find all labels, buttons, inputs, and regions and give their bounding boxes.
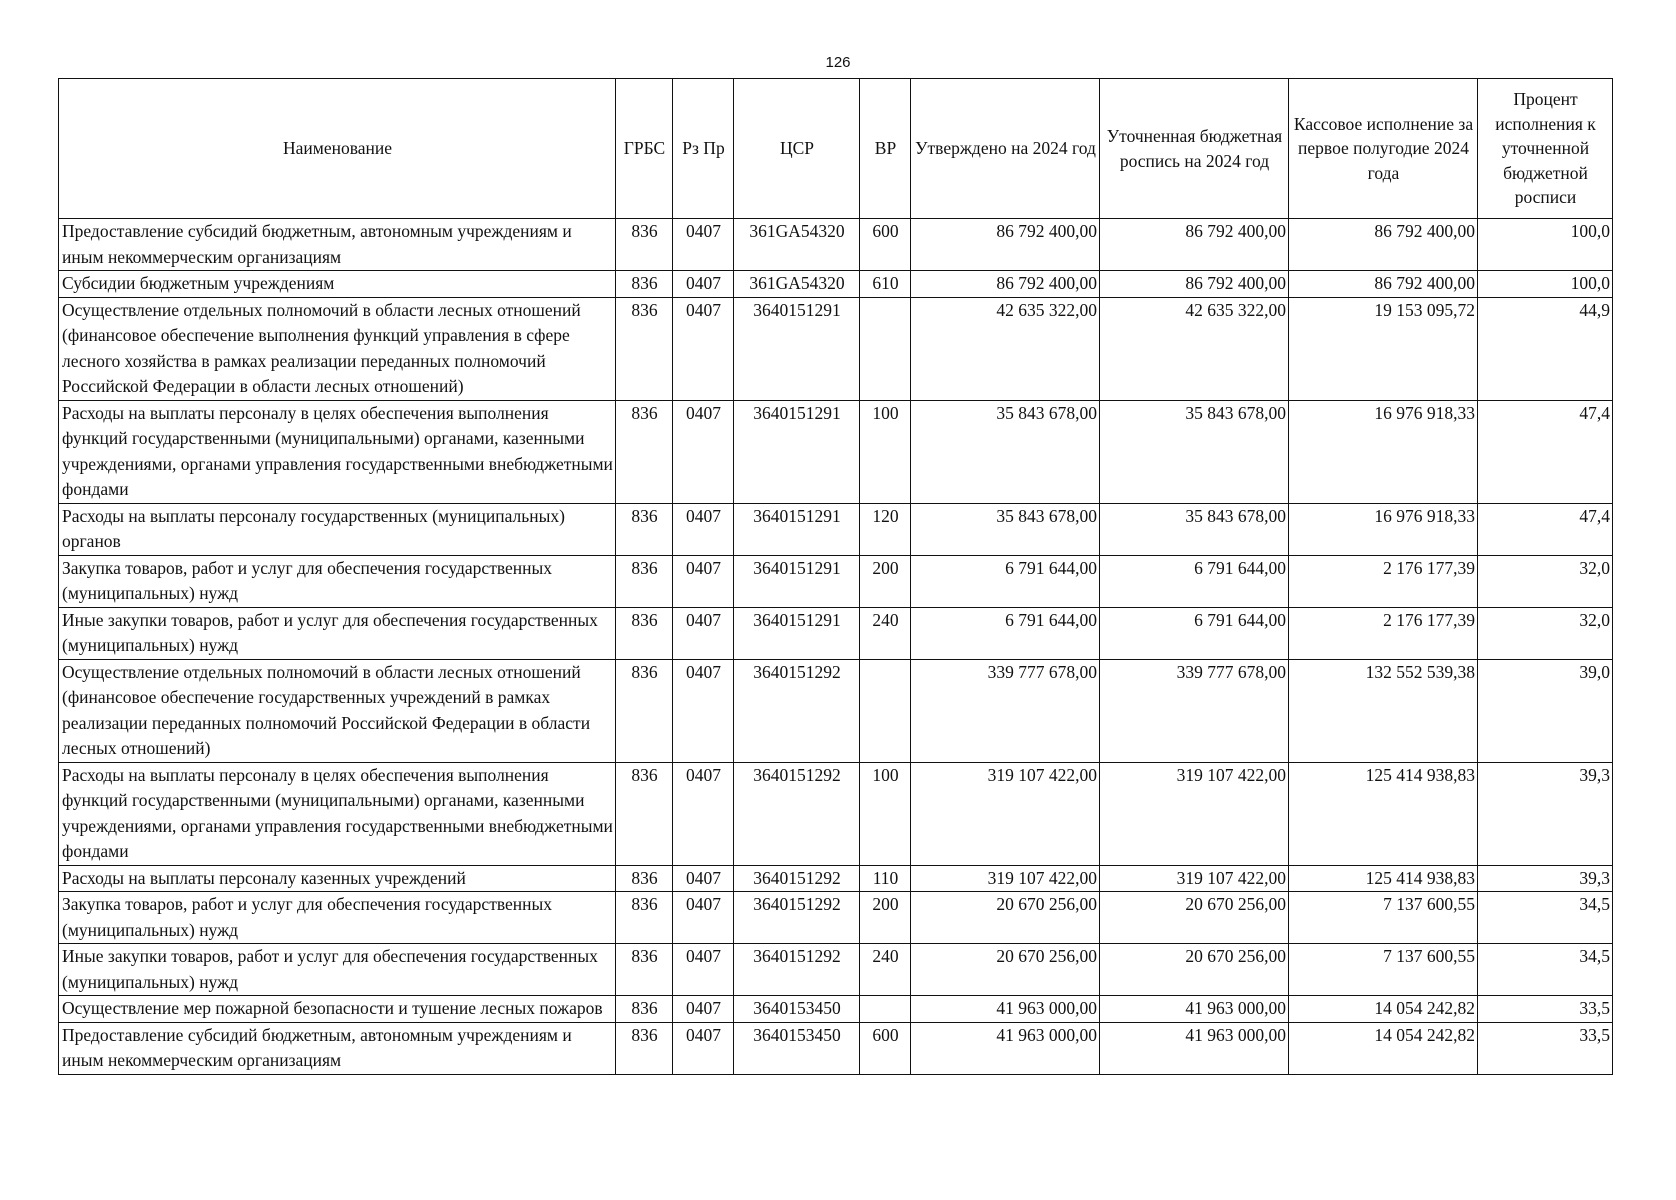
cell-rzpr: 0407 bbox=[673, 607, 734, 659]
cell-vr: 600 bbox=[860, 219, 911, 271]
cell-percent: 100,0 bbox=[1478, 271, 1613, 298]
cell-percent: 39,0 bbox=[1478, 659, 1613, 762]
cell-approved: 6 791 644,00 bbox=[911, 555, 1100, 607]
cell-name: Закупка товаров, работ и услуг для обеспечения государственных (муниципальных) нужд bbox=[59, 892, 616, 944]
table-row bbox=[59, 555, 1613, 607]
cell-grbs: 836 bbox=[616, 944, 673, 996]
header-grbs: ГРБС bbox=[616, 79, 673, 219]
cell-vr: 100 bbox=[860, 762, 911, 865]
cell-csr: 3640151292 bbox=[734, 762, 860, 865]
cell-percent: 32,0 bbox=[1478, 555, 1613, 607]
cell-vr: 240 bbox=[860, 944, 911, 996]
cell-approved: 41 963 000,00 bbox=[911, 1022, 1100, 1074]
cell-grbs: 836 bbox=[616, 1022, 673, 1074]
cell-name: Осуществление отдельных полномочий в области лесных отношений (финансовое обеспечение государственных учреждений в рамках реализации переданных полномочий Российской Федерации в области лесных отношений) bbox=[59, 659, 616, 762]
cell-cash: 86 792 400,00 bbox=[1289, 219, 1478, 271]
cell-cash: 2 176 177,39 bbox=[1289, 607, 1478, 659]
cell-name: Расходы на выплаты персоналу в целях обеспечения выполнения функций государственными (муниципальными) органами, казенными учреждениями, органами управления государственными внебюджетными фондами bbox=[59, 400, 616, 503]
cell-approved: 20 670 256,00 bbox=[911, 892, 1100, 944]
cell-csr: 3640151292 bbox=[734, 892, 860, 944]
cell-cash: 125 414 938,83 bbox=[1289, 762, 1478, 865]
cell-vr: 100 bbox=[860, 400, 911, 503]
cell-percent: 33,5 bbox=[1478, 1022, 1613, 1074]
cell-vr bbox=[860, 659, 911, 762]
header-refined: Уточненная бюджетная роспись на 2024 год bbox=[1100, 79, 1289, 219]
cell-rzpr: 0407 bbox=[673, 271, 734, 298]
cell-rzpr: 0407 bbox=[673, 1022, 734, 1074]
cell-refined: 86 792 400,00 bbox=[1100, 219, 1289, 271]
cell-vr bbox=[860, 996, 911, 1023]
header-percent: Процент исполнения к уточненной бюджетной росписи bbox=[1478, 79, 1613, 219]
cell-grbs: 836 bbox=[616, 607, 673, 659]
table-row bbox=[59, 297, 1613, 400]
cell-name: Осуществление мер пожарной безопасности и тушение лесных пожаров bbox=[59, 996, 616, 1023]
cell-rzpr: 0407 bbox=[673, 503, 734, 555]
table-row bbox=[59, 219, 1613, 271]
cell-cash: 16 976 918,33 bbox=[1289, 503, 1478, 555]
cell-csr: 3640151292 bbox=[734, 865, 860, 892]
table-row bbox=[59, 503, 1613, 555]
cell-percent: 39,3 bbox=[1478, 865, 1613, 892]
cell-name: Расходы на выплаты персоналу казенных учреждений bbox=[59, 865, 616, 892]
cell-refined: 35 843 678,00 bbox=[1100, 503, 1289, 555]
cell-cash: 19 153 095,72 bbox=[1289, 297, 1478, 400]
cell-csr: 3640153450 bbox=[734, 996, 860, 1023]
cell-grbs: 836 bbox=[616, 996, 673, 1023]
cell-approved: 41 963 000,00 bbox=[911, 996, 1100, 1023]
cell-approved: 6 791 644,00 bbox=[911, 607, 1100, 659]
cell-refined: 41 963 000,00 bbox=[1100, 996, 1289, 1023]
cell-grbs: 836 bbox=[616, 659, 673, 762]
cell-percent: 47,4 bbox=[1478, 503, 1613, 555]
cell-vr: 610 bbox=[860, 271, 911, 298]
cell-grbs: 836 bbox=[616, 865, 673, 892]
cell-approved: 20 670 256,00 bbox=[911, 944, 1100, 996]
cell-cash: 7 137 600,55 bbox=[1289, 892, 1478, 944]
cell-grbs: 836 bbox=[616, 555, 673, 607]
cell-grbs: 836 bbox=[616, 892, 673, 944]
header-csr: ЦСР bbox=[734, 79, 860, 219]
cell-rzpr: 0407 bbox=[673, 996, 734, 1023]
cell-refined: 35 843 678,00 bbox=[1100, 400, 1289, 503]
cell-refined: 319 107 422,00 bbox=[1100, 865, 1289, 892]
cell-vr: 200 bbox=[860, 892, 911, 944]
cell-rzpr: 0407 bbox=[673, 297, 734, 400]
cell-vr: 200 bbox=[860, 555, 911, 607]
cell-percent: 33,5 bbox=[1478, 996, 1613, 1023]
cell-refined: 42 635 322,00 bbox=[1100, 297, 1289, 400]
header-rzpr: Рз Пр bbox=[673, 79, 734, 219]
header-vr: ВР bbox=[860, 79, 911, 219]
cell-name: Предоставление субсидий бюджетным, автономным учреждениям и иным некоммерческим организациям bbox=[59, 219, 616, 271]
cell-grbs: 836 bbox=[616, 503, 673, 555]
cell-name: Иные закупки товаров, работ и услуг для обеспечения государственных (муниципальных) нужд bbox=[59, 944, 616, 996]
cell-csr: 361GA54320 bbox=[734, 219, 860, 271]
table-row bbox=[59, 892, 1613, 944]
cell-rzpr: 0407 bbox=[673, 659, 734, 762]
table-row bbox=[59, 607, 1613, 659]
table-row bbox=[59, 944, 1613, 996]
cell-csr: 3640151291 bbox=[734, 400, 860, 503]
cell-grbs: 836 bbox=[616, 400, 673, 503]
cell-vr: 240 bbox=[860, 607, 911, 659]
cell-csr: 3640151291 bbox=[734, 503, 860, 555]
cell-csr: 3640151291 bbox=[734, 607, 860, 659]
cell-csr: 361GA54320 bbox=[734, 271, 860, 298]
cell-name: Закупка товаров, работ и услуг для обеспечения государственных (муниципальных) нужд bbox=[59, 555, 616, 607]
cell-rzpr: 0407 bbox=[673, 400, 734, 503]
cell-rzpr: 0407 bbox=[673, 762, 734, 865]
cell-refined: 6 791 644,00 bbox=[1100, 555, 1289, 607]
table-row bbox=[59, 400, 1613, 503]
cell-name: Иные закупки товаров, работ и услуг для обеспечения государственных (муниципальных) нужд bbox=[59, 607, 616, 659]
cell-refined: 6 791 644,00 bbox=[1100, 607, 1289, 659]
cell-percent: 100,0 bbox=[1478, 219, 1613, 271]
cell-refined: 339 777 678,00 bbox=[1100, 659, 1289, 762]
table-row bbox=[59, 271, 1613, 298]
cell-grbs: 836 bbox=[616, 297, 673, 400]
cell-approved: 86 792 400,00 bbox=[911, 219, 1100, 271]
cell-percent: 39,3 bbox=[1478, 762, 1613, 865]
cell-grbs: 836 bbox=[616, 219, 673, 271]
cell-rzpr: 0407 bbox=[673, 865, 734, 892]
cell-grbs: 836 bbox=[616, 271, 673, 298]
cell-cash: 7 137 600,55 bbox=[1289, 944, 1478, 996]
cell-refined: 319 107 422,00 bbox=[1100, 762, 1289, 865]
table-row bbox=[59, 996, 1613, 1023]
cell-name: Предоставление субсидий бюджетным, автономным учреждениям и иным некоммерческим организациям bbox=[59, 1022, 616, 1074]
cell-cash: 132 552 539,38 bbox=[1289, 659, 1478, 762]
cell-percent: 44,9 bbox=[1478, 297, 1613, 400]
cell-approved: 319 107 422,00 bbox=[911, 865, 1100, 892]
cell-grbs: 836 bbox=[616, 762, 673, 865]
cell-percent: 47,4 bbox=[1478, 400, 1613, 503]
cell-vr bbox=[860, 297, 911, 400]
cell-vr: 600 bbox=[860, 1022, 911, 1074]
cell-refined: 20 670 256,00 bbox=[1100, 892, 1289, 944]
cell-approved: 319 107 422,00 bbox=[911, 762, 1100, 865]
cell-csr: 3640153450 bbox=[734, 1022, 860, 1074]
cell-approved: 86 792 400,00 bbox=[911, 271, 1100, 298]
cell-refined: 20 670 256,00 bbox=[1100, 944, 1289, 996]
header-cash: Кассовое исполнение за первое полугодие 2024 года bbox=[1289, 79, 1478, 219]
cell-vr: 120 bbox=[860, 503, 911, 555]
cell-name: Расходы на выплаты персоналу в целях обеспечения выполнения функций государственными (муниципальными) органами, казенными учреждениями, органами управления государственными внебюджетными фондами bbox=[59, 762, 616, 865]
cell-approved: 35 843 678,00 bbox=[911, 400, 1100, 503]
cell-approved: 35 843 678,00 bbox=[911, 503, 1100, 555]
cell-csr: 3640151291 bbox=[734, 297, 860, 400]
cell-rzpr: 0407 bbox=[673, 944, 734, 996]
cell-cash: 14 054 242,82 bbox=[1289, 1022, 1478, 1074]
cell-percent: 34,5 bbox=[1478, 944, 1613, 996]
header-approved: Утверждено на 2024 год bbox=[911, 79, 1100, 219]
cell-csr: 3640151291 bbox=[734, 555, 860, 607]
cell-name: Расходы на выплаты персоналу государственных (муниципальных) органов bbox=[59, 503, 616, 555]
cell-cash: 2 176 177,39 bbox=[1289, 555, 1478, 607]
table-row bbox=[59, 659, 1613, 762]
cell-cash: 86 792 400,00 bbox=[1289, 271, 1478, 298]
cell-csr: 3640151292 bbox=[734, 659, 860, 762]
cell-name: Субсидии бюджетным учреждениям bbox=[59, 271, 616, 298]
cell-name: Осуществление отдельных полномочий в области лесных отношений (финансовое обеспечение выполнения функций управления в сфере лесного хозяйства в рамках реализации переданных полномочий Российской Федерации в области лесных отношений) bbox=[59, 297, 616, 400]
cell-rzpr: 0407 bbox=[673, 219, 734, 271]
table-row bbox=[59, 762, 1613, 865]
budget-table bbox=[58, 78, 1613, 1075]
header-name: Наименование bbox=[59, 79, 616, 219]
cell-approved: 339 777 678,00 bbox=[911, 659, 1100, 762]
cell-csr: 3640151292 bbox=[734, 944, 860, 996]
cell-refined: 86 792 400,00 bbox=[1100, 271, 1289, 298]
cell-rzpr: 0407 bbox=[673, 555, 734, 607]
cell-percent: 32,0 bbox=[1478, 607, 1613, 659]
cell-cash: 16 976 918,33 bbox=[1289, 400, 1478, 503]
table-row bbox=[59, 1022, 1613, 1074]
table-row bbox=[59, 865, 1613, 892]
header-row bbox=[59, 79, 1613, 219]
cell-percent: 34,5 bbox=[1478, 892, 1613, 944]
cell-vr: 110 bbox=[860, 865, 911, 892]
page-number: 126 bbox=[825, 54, 851, 71]
cell-refined: 41 963 000,00 bbox=[1100, 1022, 1289, 1074]
cell-cash: 14 054 242,82 bbox=[1289, 996, 1478, 1023]
cell-approved: 42 635 322,00 bbox=[911, 297, 1100, 400]
cell-cash: 125 414 938,83 bbox=[1289, 865, 1478, 892]
cell-rzpr: 0407 bbox=[673, 892, 734, 944]
